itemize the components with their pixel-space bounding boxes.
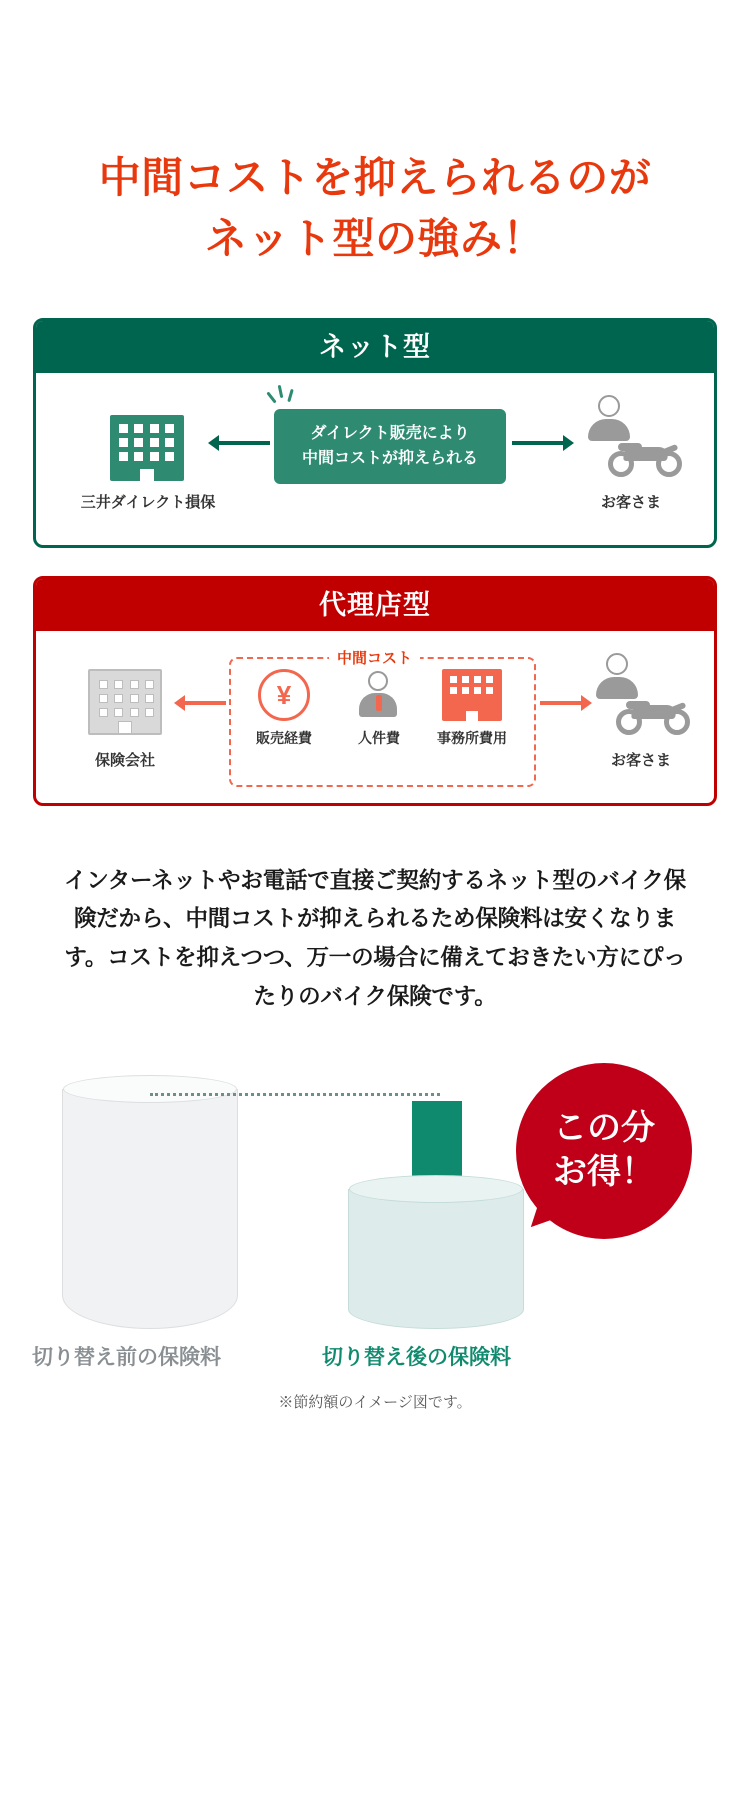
figure-note: ※節約額のイメージ図です。 xyxy=(278,1393,472,1411)
window xyxy=(462,687,469,694)
window xyxy=(134,424,143,433)
direct-sales-callout xyxy=(274,409,506,484)
customer-label: お客さま xyxy=(600,493,661,511)
yen-coin-icon: ¥ xyxy=(258,669,310,721)
window xyxy=(150,438,159,447)
cylinder-before xyxy=(62,1089,238,1329)
insurance-company-building-icon xyxy=(88,669,162,735)
motorcycle-icon xyxy=(616,691,690,735)
cylinder-before-label: 切り替え前の保険料 xyxy=(32,1345,221,1369)
staff-head xyxy=(368,671,388,691)
window xyxy=(134,452,143,461)
arrow-shaft xyxy=(540,701,583,705)
panel-agency-title: 代理店型 xyxy=(36,579,714,631)
customer-label: お客さま xyxy=(610,751,671,769)
office-building-icon xyxy=(442,669,502,721)
panel-net-type xyxy=(33,318,717,548)
bike-seat xyxy=(618,443,642,451)
window xyxy=(119,438,128,447)
headline-line-2: ネット型の強み！ xyxy=(204,214,545,262)
window xyxy=(99,694,108,703)
insurer-label: 三井ダイレクト損保 xyxy=(80,493,216,511)
office-door xyxy=(466,711,478,721)
arrow-to-insurer xyxy=(208,441,270,445)
headline-line-1: 中間コストを抑えられるのが xyxy=(98,154,652,201)
arrow-shaft xyxy=(183,701,226,705)
window xyxy=(130,680,139,689)
staff-person-icon xyxy=(353,669,405,721)
bubble-tail xyxy=(531,1202,571,1237)
cost-item-sales-expense xyxy=(236,669,332,748)
bike-wheel xyxy=(664,709,690,735)
window xyxy=(130,708,139,717)
customer-rider-icon xyxy=(584,653,694,743)
cylinder-after-label: 切り替え後の保険料 xyxy=(322,1345,511,1369)
bubble-line-2: お得！ xyxy=(553,1152,655,1191)
customer-rider-icon xyxy=(576,395,686,485)
cost-item-office-cost xyxy=(424,669,520,748)
cost-item-labor-cost xyxy=(331,669,427,748)
window xyxy=(150,452,159,461)
window xyxy=(119,452,128,461)
window xyxy=(474,676,481,683)
arrow-to-insurance-company xyxy=(174,701,226,705)
window xyxy=(486,676,493,683)
bike-seat xyxy=(626,701,650,709)
arrow-head xyxy=(208,435,219,451)
panel-net-body xyxy=(36,373,714,545)
person-head xyxy=(598,395,620,417)
arrow-shaft xyxy=(512,441,565,445)
arrow-to-customer xyxy=(512,441,574,445)
bubble-line-1: この分 xyxy=(553,1109,655,1148)
window xyxy=(130,694,139,703)
window xyxy=(150,424,159,433)
arrow-head xyxy=(174,695,185,711)
bike-wheel xyxy=(616,709,642,735)
arrow-stem xyxy=(412,1101,462,1179)
bike-wheel xyxy=(608,451,634,477)
window xyxy=(134,438,143,447)
body-copy: インターネットやお電話で直接ご契約するネット型のバイク保険だから、中間コストが抑えられるため保険料は安くなります。コストを抑えつつ、万一の場合に備えておきたい方にぴったりのバイク保険です。 xyxy=(64,867,686,1009)
sparkle-icon xyxy=(268,383,300,409)
insurance-company-label: 保険会社 xyxy=(94,751,155,769)
callout-line-1: ダイレクト販売により xyxy=(310,424,470,442)
office-windows xyxy=(450,676,494,694)
cost-item-label: 人件費 xyxy=(358,729,400,746)
window xyxy=(145,680,154,689)
window xyxy=(165,438,174,447)
callout-line-2: 中間コストが抑えられる xyxy=(301,450,478,468)
bike-wheel xyxy=(656,451,682,477)
arrow-shaft xyxy=(217,441,270,445)
window xyxy=(462,676,469,683)
window xyxy=(486,687,493,694)
motorcycle-icon xyxy=(608,433,682,477)
cylinder-before-top xyxy=(63,1075,237,1103)
window xyxy=(119,424,128,433)
cylinder-after-top xyxy=(349,1175,523,1203)
window xyxy=(165,452,174,461)
building-door xyxy=(140,469,154,481)
window xyxy=(114,680,123,689)
savings-speech-bubble xyxy=(516,1063,692,1239)
panel-net-title: ネット型 xyxy=(36,321,714,373)
staff-necktie xyxy=(376,695,382,711)
window xyxy=(450,676,457,683)
window xyxy=(145,708,154,717)
bubble-text xyxy=(553,1107,655,1194)
cylinder-after xyxy=(348,1189,524,1329)
window xyxy=(450,687,457,694)
cost-item-label: 販売経費 xyxy=(256,729,312,746)
comparison-dotted-line xyxy=(150,1093,440,1096)
panel-agency-type xyxy=(33,576,717,806)
window xyxy=(99,680,108,689)
building-door xyxy=(118,721,132,733)
window xyxy=(145,694,154,703)
window xyxy=(114,694,123,703)
window xyxy=(474,687,481,694)
window xyxy=(114,708,123,717)
window xyxy=(99,708,108,717)
cost-item-label: 事務所費用 xyxy=(437,729,507,746)
window xyxy=(165,424,174,433)
premium-comparison-figure xyxy=(0,1061,750,1411)
panel-agency-body xyxy=(36,631,714,803)
page-headline xyxy=(0,148,750,270)
building-windows xyxy=(119,424,175,461)
person-head xyxy=(606,653,628,675)
middle-cost-title: 中間コスト xyxy=(329,647,420,668)
building-windows xyxy=(99,680,155,717)
arrow-head xyxy=(563,435,574,451)
insurer-building-icon xyxy=(110,415,184,481)
